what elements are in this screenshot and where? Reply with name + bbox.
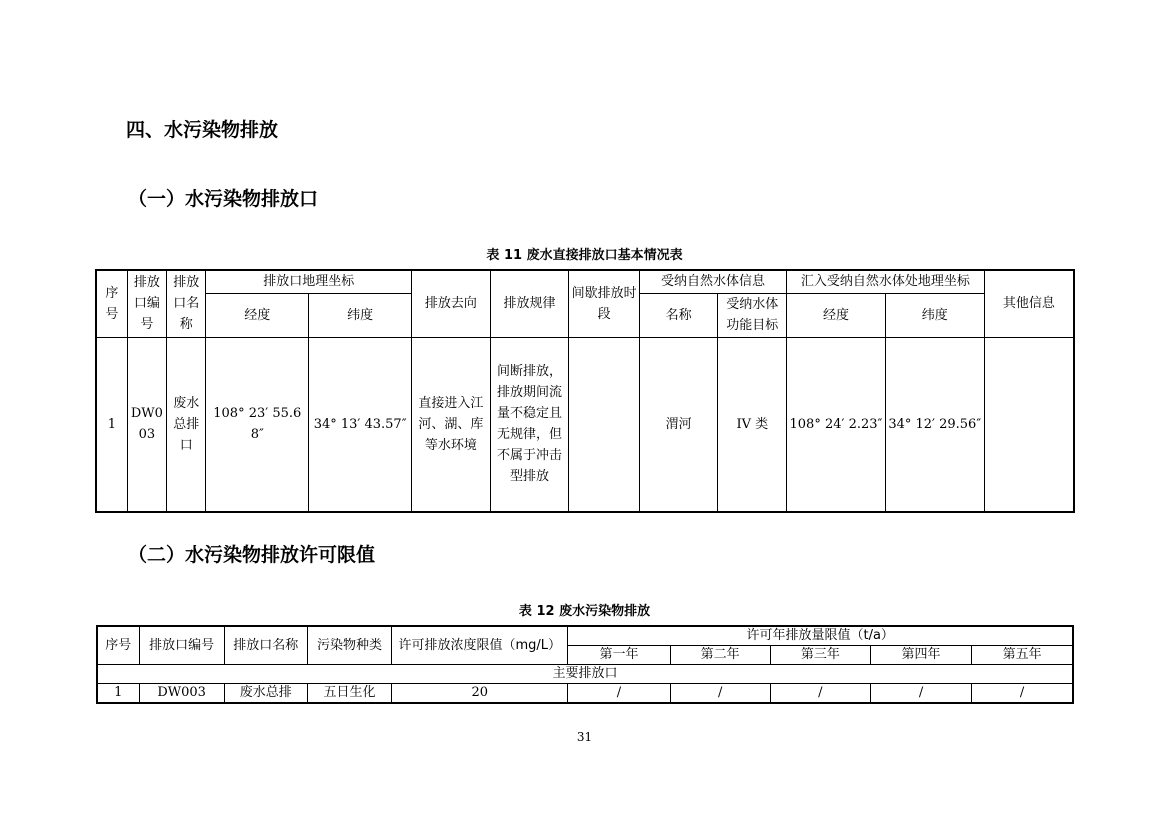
header-year-3: 第三年 [770, 646, 870, 665]
header-latitude: 纬度 [309, 293, 412, 337]
header-outlet-name: 排放口名称 [167, 270, 206, 337]
cell-direction: 直接进入江河、湖、库等水环境 [412, 337, 491, 512]
header-outlet-name: 排放口名称 [224, 626, 307, 665]
header-pattern: 排放规律 [490, 270, 569, 337]
header-conc-limit: 许可排放浓度限值（mg/L） [392, 626, 568, 665]
table11-caption: 表 11 废水直接排放口基本情况表 [486, 248, 683, 263]
page-number: 31 [576, 730, 593, 744]
header-year-4: 第四年 [870, 646, 971, 665]
cell-outlet-name: 废水总排口 [167, 337, 206, 512]
header-intermittent: 间歇排放时段 [569, 270, 640, 337]
cell-pollutant: 五日生化 [307, 684, 391, 704]
header-rw-target: 受纳水体功能目标 [718, 293, 787, 337]
header-rw-name: 名称 [639, 293, 718, 337]
header-annual-limit: 许可年排放量限值（t/a） [568, 626, 1073, 646]
cell-rw-target: IV 类 [718, 337, 787, 512]
header-other: 其他信息 [984, 270, 1074, 337]
cell-seq: 1 [97, 684, 139, 704]
subsection-title-limits: （二）水污染物排放许可限值 [128, 544, 376, 566]
cell-conc-limit: 20 [392, 684, 568, 704]
cell-other [984, 337, 1074, 512]
header-seq: 序号 [97, 626, 139, 665]
pollutant-limits-table [96, 625, 1074, 704]
cell-year-4: / [870, 684, 971, 704]
header-receiving-water: 受纳自然水体信息 [639, 270, 786, 293]
outlet-info-table [95, 269, 1075, 513]
header-year-5: 第五年 [972, 646, 1073, 665]
section-title: 四、水污染物排放 [126, 119, 279, 141]
header-outlet-code: 排放口编号 [127, 270, 166, 337]
header-pollutant: 污染物种类 [307, 626, 391, 665]
group-label: 主要排放口 [97, 665, 1073, 684]
cell-seq: 1 [96, 337, 127, 512]
cell-outlet-name: 废水总排 [224, 684, 307, 704]
cell-intermittent [569, 337, 640, 512]
cell-longitude: 108° 23′ 55.68″ [206, 337, 309, 512]
header-year-2: 第二年 [670, 646, 770, 665]
header-direction: 排放去向 [412, 270, 491, 337]
header-c-longitude: 经度 [787, 293, 886, 337]
table12-caption: 表 12 废水污染物排放 [518, 604, 651, 619]
cell-pattern: 间断排放，排放期间流量不稳定且无规律，但不属于冲击型排放 [490, 337, 569, 512]
header-confluence: 汇入受纳自然水体处地理坐标 [787, 270, 985, 293]
cell-year-3: / [770, 684, 870, 704]
subsection-title-outlets: （一）水污染物排放口 [128, 188, 319, 210]
cell-c-longitude: 108° 24′ 2.23″ [787, 337, 886, 512]
header-geo-coord: 排放口地理坐标 [206, 270, 412, 293]
header-outlet-code: 排放口编号 [139, 626, 224, 665]
header-c-latitude: 纬度 [885, 293, 984, 337]
cell-latitude: 34° 13′ 43.57″ [309, 337, 412, 512]
header-seq: 序号 [96, 270, 127, 337]
cell-outlet-code: DW003 [127, 337, 166, 512]
cell-c-latitude: 34° 12′ 29.56″ [885, 337, 984, 512]
cell-year-2: / [670, 684, 770, 704]
cell-rw-name: 渭河 [639, 337, 718, 512]
cell-year-1: / [568, 684, 670, 704]
cell-year-5: / [972, 684, 1073, 704]
header-year-1: 第一年 [568, 646, 670, 665]
cell-outlet-code: DW003 [139, 684, 224, 704]
header-longitude: 经度 [206, 293, 309, 337]
